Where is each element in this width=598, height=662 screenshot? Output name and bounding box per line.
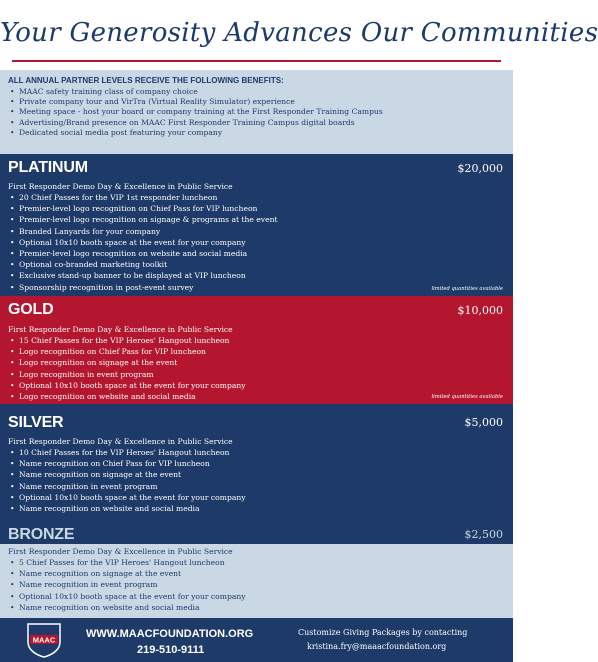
tier-name: GOLD: [8, 301, 54, 318]
list-item: • Name recognition on website and social media: [8, 602, 246, 613]
list-item: • Meeting space - host your board or company training at the First Responder Training Campus: [8, 107, 505, 117]
phone-number: 219-510-9111: [137, 644, 205, 656]
list-item: • Optional co-branded marketing toolkit: [8, 259, 278, 270]
list-item: • Name recognition in event program: [8, 481, 246, 492]
list-item: • 20 Chief Passes for the VIP 1st responder luncheon: [8, 192, 278, 203]
platinum-tier: [0, 154, 513, 296]
tier-name: PLATINUM: [8, 159, 88, 176]
list-item: • Premier-level logo recognition on Chief Pass for VIP luncheon: [8, 203, 278, 214]
list-item: • Advertising/Brand presence on MAAC First Responder Training Campus digital boards: [8, 118, 505, 128]
list-item: • Premier-level logo recognition on website and social media: [8, 248, 278, 259]
list-item: • Private company tour and VirTra (Virtual Reality Simulator) experience: [8, 97, 505, 107]
gold-tier: [0, 296, 513, 404]
list-item: • 10 Chief Passes for the VIP Heroes' Hangout luncheon: [8, 447, 246, 458]
tier-benefits-list: [8, 557, 246, 613]
tier-price: $2,500: [464, 528, 503, 541]
tier-name: SILVER: [8, 414, 64, 431]
list-item: • Name recognition on signage at the event: [8, 568, 246, 579]
list-item: • Logo recognition in event program: [8, 369, 246, 380]
list-item: • Logo recognition on Chief Pass for VIP luncheon: [8, 346, 246, 357]
maac-logo: [22, 622, 66, 658]
list-item: • Branded Lanyards for your company: [8, 226, 278, 237]
list-item: • Name recognition on signage at the event: [8, 469, 246, 480]
tier-subtitle: First Responder Demo Day & Excellence in Public Service: [8, 325, 233, 334]
tier-subtitle: First Responder Demo Day & Excellence in Public Service: [8, 182, 233, 191]
page-footer: [0, 618, 513, 662]
list-item: • Name recognition on Chief Pass for VIP luncheon: [8, 458, 246, 469]
list-item: • Optional 10x10 booth space at the event for your company: [8, 591, 246, 602]
list-item: • 5 Chief Passes for the VIP Heroes' Hangout luncheon: [8, 557, 246, 568]
title-underline: [12, 60, 501, 62]
page-header: [0, 0, 598, 70]
contact-email[interactable]: kristina.fry@maaacfoundation.org: [307, 642, 447, 651]
tier-price: $10,000: [457, 304, 503, 317]
logo-text: MAAC: [32, 635, 56, 645]
list-item: • Optional 10x10 booth space at the event for your company: [8, 492, 246, 503]
website-link[interactable]: WWW.MAACFOUNDATION.ORG: [86, 628, 254, 640]
list-item: • Name recognition on website and social media: [8, 503, 246, 514]
contact-prompt: Customize Giving Packages by contacting: [298, 628, 468, 637]
tier-subtitle: First Responder Demo Day & Excellence in Public Service: [8, 437, 233, 446]
list-item: • Logo recognition on signage at the event: [8, 357, 246, 368]
list-item: • Optional 10x10 booth space at the event for your company: [8, 237, 278, 248]
tier-benefits-list: [8, 447, 246, 514]
list-item: • Sponsorship recognition in post-event survey: [8, 282, 278, 293]
tier-price: $5,000: [464, 416, 503, 429]
list-item: • Premier-level logo recognition on signage & programs at the event: [8, 214, 278, 225]
list-item: • Dedicated social media post featuring your company: [8, 128, 505, 138]
list-item: • Name recognition in event program: [8, 579, 246, 590]
bronze-header-band: [0, 520, 513, 544]
benefits-list: [8, 87, 505, 138]
page-title: Your Generosity Advances Our Communities: [0, 18, 598, 48]
list-item: • Optional 10x10 booth space at the event for your company: [8, 380, 246, 391]
tier-price: $20,000: [457, 162, 503, 175]
bronze-tier: [0, 520, 513, 618]
list-item: • Logo recognition on website and social media: [8, 391, 246, 402]
all-levels-benefits: [0, 70, 513, 154]
list-item: • MAAC safety training class of company choice: [8, 87, 505, 97]
tier-benefits-list: [8, 335, 246, 402]
limited-quantities-note: limited quantities available: [431, 394, 503, 400]
limited-quantities-note: limited quantities available: [431, 286, 503, 292]
silver-tier: [0, 404, 513, 520]
list-item: • 15 Chief Passes for the VIP Heroes' Hangout luncheon: [8, 335, 246, 346]
tier-subtitle: First Responder Demo Day & Excellence in Public Service: [8, 547, 233, 556]
benefits-heading: ALL ANNUAL PARTNER LEVELS RECEIVE THE FOLLOWING BENEFITS:: [8, 76, 284, 85]
tier-benefits-list: [8, 192, 278, 293]
tier-name: BRONZE: [8, 526, 75, 543]
list-item: • Exclusive stand-up banner to be displayed at VIP luncheon: [8, 270, 278, 281]
